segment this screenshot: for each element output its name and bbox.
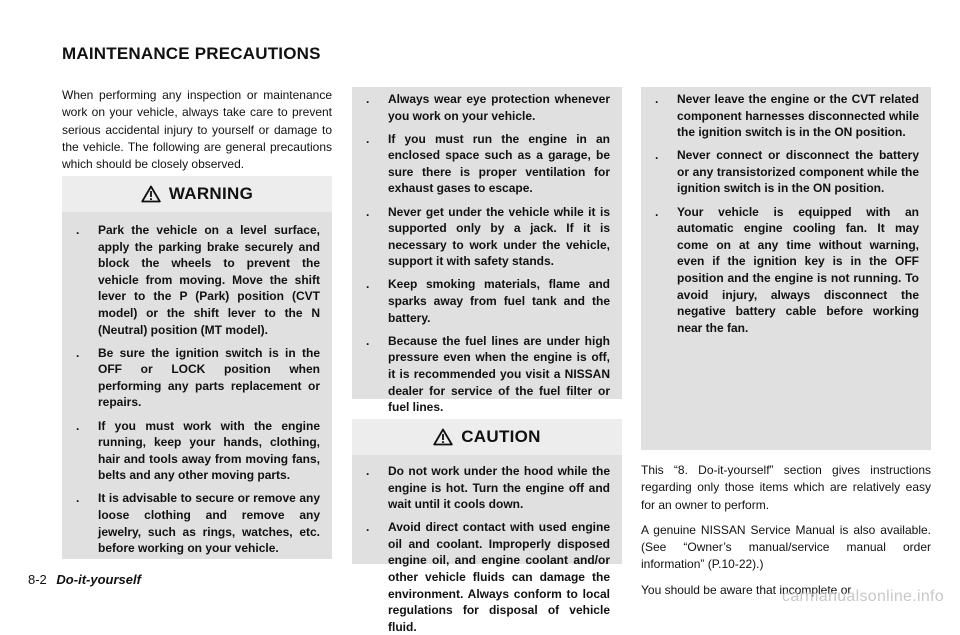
warning-item: . Because the fuel lines are under high pressure even when the engine is off, it is recommended you visit a NISSAN dealer for service of the fuel filter or fuel lines. <box>366 333 610 415</box>
watermark: carmanualsonline.info <box>782 588 944 605</box>
caution-item: . Do not work under the hood while the engine is hot. Turn the engine off and wait until it cools down. <box>366 464 610 512</box>
section-title: MAINTENANCE PRECAUTIONS <box>62 44 321 63</box>
warning-title: WARNING <box>168 184 254 203</box>
intro-paragraph: When performing any inspection or maintenance work on your vehicle, always take care to prevent serious accidental injury to yourself or damage to the vehicle. The following are general precautions which should be closely observed. <box>62 88 332 172</box>
chapter-name: Do-it-yourself <box>56 572 141 587</box>
warning-item: . If you must run the engine in an enclosed space such as a garage, be sure there is proper ventilation for exhaust gases to escape. <box>366 131 610 196</box>
warning-list-continued <box>366 91 610 416</box>
caution-list <box>366 463 610 635</box>
caution-item: . Avoid direct contact with used engine oil and coolant. Improperly disposed engine oil, and engine coolant and/or other vehicle fluids can damage the environment. Always conform to local regulations for disposal of vehicle fluid. <box>366 520 610 634</box>
warning-item: . It is advisable to secure or remove any loose clothing and remove any jewelry, such as rings, watches, etc. before working on your vehicle. <box>76 491 320 556</box>
caution-item: . Never leave the engine or the CVT related component harnesses disconnected while the ignition switch is in the ON position. <box>655 92 919 140</box>
warning-item: . Always wear eye protection whenever you work on your vehicle. <box>366 92 610 123</box>
warning-header <box>62 176 332 212</box>
paragraph: This “8. Do-it-yourself” section gives instructions regarding only those items which are relatively easy for an owner to perform. <box>641 463 931 512</box>
caution-item: . Never connect or disconnect the battery or any transistorized component while the ignition switch is in the ON position. <box>655 148 919 196</box>
column-1 <box>62 87 332 181</box>
warning-item: . Be sure the ignition switch is in the OFF or LOCK position when performing any parts replacement or repairs. <box>76 345 320 410</box>
warning-triangle-icon <box>141 185 161 203</box>
caution-item: . Your vehicle is equipped with an automatic engine cooling fan. It may come on at any time without warning, even if the ignition key is in the OFF position and the engine is not running. To avoid injury, always disconnect the negative battery cable before working near the fan. <box>655 204 919 335</box>
caution-header <box>352 419 622 455</box>
page-footer <box>28 572 141 587</box>
caution-box <box>352 419 622 634</box>
caution-list-continued <box>655 91 919 336</box>
paragraph: A genuine NISSAN Service Manual is also available. (See “Owner’s manual/service manual order information” (P.10-22).) <box>641 522 931 572</box>
warning-item: . Park the vehicle on a level surface, apply the parking brake securely and block the wheels to prevent the vehicle from moving. Move the shift lever to the P (Park) position (CVT model) or the shift lever to the N (Neutral) position (MT model). <box>76 223 320 337</box>
warning-item: . Never get under the vehicle while it is supported only by a jack. If it is necessary to work under the vehicle, support it with safety stands. <box>366 204 610 269</box>
caution-box-continued <box>641 87 931 450</box>
warning-list <box>76 222 320 557</box>
closing-text <box>641 462 931 607</box>
caution-title: CAUTION <box>461 427 541 446</box>
warning-box <box>62 176 332 559</box>
warning-item: . If you must work with the engine running, keep your hands, clothing, hair and tools away from moving fans, belts and any other moving parts. <box>76 418 320 483</box>
page-number: 8-2 <box>28 572 47 587</box>
warning-triangle-icon <box>433 428 453 446</box>
warning-box-continued <box>352 87 622 415</box>
paragraph: You should be aware that incomplete or <box>641 582 852 597</box>
warning-item: . Keep smoking materials, flame and sparks away from fuel tank and the battery. <box>366 277 610 325</box>
